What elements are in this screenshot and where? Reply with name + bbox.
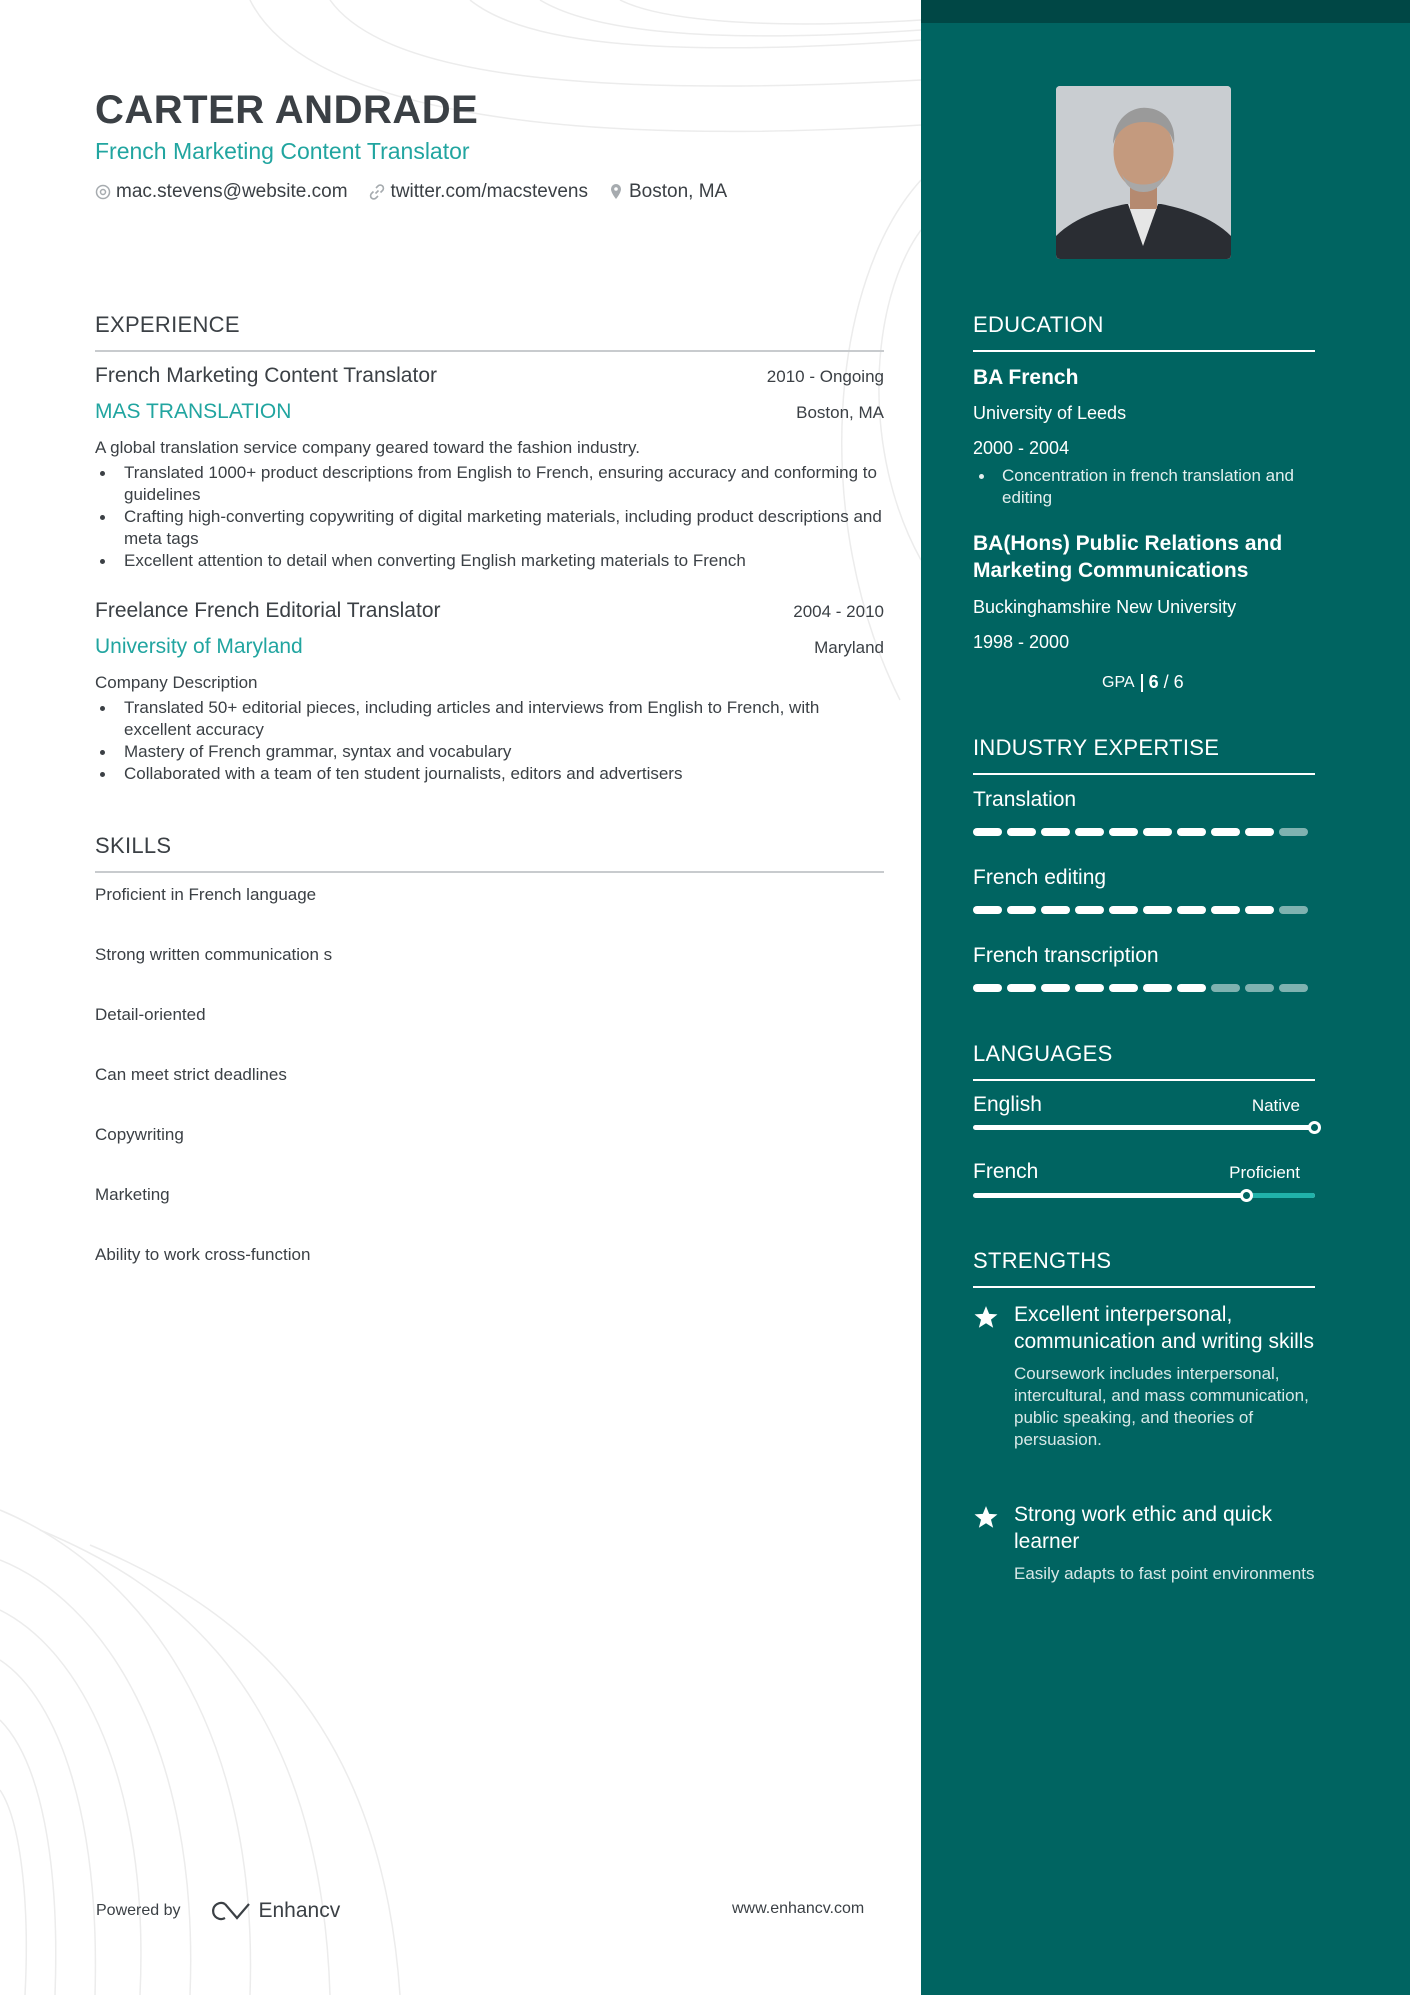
language-level: Native [1251, 1096, 1300, 1115]
sidebar-top-band [921, 0, 1410, 23]
expertise-meter [973, 906, 1313, 914]
email-text: mac.stevens@website.com [116, 181, 348, 202]
expertise-label: French transcription [973, 944, 1159, 967]
job-bullet: Excellent attention to detail when converting English marketing materials to French [95, 550, 884, 572]
expertise-dash [1279, 906, 1308, 914]
expertise-dash [1177, 828, 1206, 836]
language-name: French [973, 1160, 1039, 1183]
languages-heading: LANGUAGES [973, 1041, 1315, 1081]
expertise-dash [1245, 828, 1274, 836]
expertise-dash [1211, 828, 1240, 836]
expertise-dash [1211, 906, 1240, 914]
expertise-dash [1143, 984, 1172, 992]
job-bullet: Mastery of French grammar, syntax and vocabulary [95, 741, 884, 763]
expertise-dash [1041, 984, 1070, 992]
language-row [973, 1093, 1300, 1117]
strength-description: Coursework includes interpersonal, intercultural, and mass communication, public speaking, and theories of persuasion. [1014, 1364, 1309, 1449]
strength-item [973, 1301, 1315, 1451]
job-bullet: Translated 1000+ product descriptions from English to French, ensuring accuracy and conforming to guidelines [95, 462, 884, 506]
edu-school: University of Leeds [973, 403, 1127, 423]
expertise-label: Translation [973, 788, 1077, 811]
expertise-dash [1041, 828, 1070, 836]
edu-degree: BA(Hons) Public Relations and Marketing Communications [973, 532, 1283, 582]
expertise-dash [1007, 984, 1036, 992]
strength-title: Strong work ethic and quick learner [1014, 1503, 1272, 1553]
location-text: Boston, MA [629, 181, 728, 202]
website-text: twitter.com/macstevens [390, 181, 588, 202]
edu-bullet: Concentration in french translation and editing [973, 465, 1315, 509]
footer-url[interactable]: www.enhancv.com [732, 1900, 865, 1917]
language-level-knob [1240, 1189, 1253, 1202]
job-dates: 2010 - Ongoing [766, 367, 884, 386]
job-bullet: Collaborated with a team of ten student journalists, editors and advertisers [95, 763, 884, 785]
expertise-dash [1177, 906, 1206, 914]
expertise-label: French editing [973, 866, 1107, 889]
expertise-dash [973, 984, 1002, 992]
candidate-name: CARTER ANDRADE [95, 88, 479, 132]
expertise-dash [1245, 906, 1274, 914]
language-bar [973, 1193, 1315, 1198]
link-icon [368, 183, 386, 201]
strength-description: Easily adapts to fast point environments [1014, 1564, 1315, 1583]
edu-dates: 1998 - 2000 [973, 632, 1070, 652]
expertise-dash [1075, 906, 1104, 914]
expertise-dash [1007, 828, 1036, 836]
gpa [1102, 672, 1184, 693]
contact-location [608, 181, 727, 203]
job-description: Company Description [95, 673, 258, 692]
edu-school: Buckinghamshire New University [973, 597, 1237, 617]
language-bar-remainder [1247, 1193, 1315, 1198]
expertise-dash [1075, 828, 1104, 836]
expertise-dash [1143, 906, 1172, 914]
edu-dates: 2000 - 2004 [973, 438, 1070, 458]
language-name: English [973, 1093, 1042, 1116]
skill-item: Proficient in French language [95, 885, 317, 904]
edu-degree: BA French [973, 366, 1079, 389]
expertise-dash [1007, 906, 1036, 914]
contact-bar [95, 181, 747, 203]
expertise-dash [1279, 828, 1308, 836]
job-dates: 2004 - 2010 [793, 602, 884, 621]
enhancv-logo-icon [207, 1898, 255, 1924]
skill-item: Detail-oriented [95, 1005, 206, 1024]
expertise-dash [1279, 984, 1308, 992]
contact-email[interactable] [95, 181, 348, 203]
job-bullet: Translated 50+ editorial pieces, including articles and interviews from English to French, with excellent accuracy [95, 697, 884, 741]
footer-branding[interactable] [96, 1898, 340, 1924]
star-icon [973, 1305, 999, 1330]
job-bullets [95, 462, 884, 572]
job-company: MAS TRANSLATION [95, 400, 292, 423]
job-company: University of Maryland [95, 635, 303, 658]
job-entry [95, 364, 884, 572]
job-location: Maryland [814, 638, 884, 657]
skill-item: Marketing [95, 1185, 170, 1204]
at-icon [95, 184, 111, 200]
gpa-max: / 6 [1163, 672, 1184, 692]
sidebar [921, 0, 1410, 1995]
profile-photo [1056, 86, 1231, 259]
skill-item: Can meet strict deadlines [95, 1065, 287, 1084]
expertise-dash [1177, 984, 1206, 992]
job-description: A global translation service company geared toward the fashion industry. [95, 438, 640, 457]
job-title: French Marketing Content Translator [95, 364, 437, 387]
expertise-meter [973, 828, 1313, 836]
brand-name: Enhancv [258, 1899, 341, 1922]
strengths-heading: STRENGTHS [973, 1248, 1315, 1288]
powered-by-label: Powered by [96, 1902, 181, 1919]
expertise-dash [1109, 906, 1138, 914]
language-level: Proficient [1229, 1163, 1300, 1182]
expertise-dash [973, 906, 1002, 914]
skills-heading: SKILLS [95, 833, 884, 873]
location-pin-icon [608, 183, 624, 201]
education-heading: EDUCATION [973, 312, 1315, 352]
expertise-dash [1143, 828, 1172, 836]
job-bullets [95, 697, 884, 785]
language-level-knob [1308, 1121, 1321, 1134]
skill-item: Copywriting [95, 1125, 184, 1144]
expertise-dash [1109, 984, 1138, 992]
expertise-dash [1109, 828, 1138, 836]
strength-item [973, 1501, 1315, 1585]
job-title: Freelance French Editorial Translator [95, 599, 441, 622]
star-icon [973, 1505, 999, 1530]
expertise-dash [1041, 906, 1070, 914]
job-entry [95, 599, 884, 785]
gpa-label: GPA [1102, 673, 1135, 691]
expertise-heading: INDUSTRY EXPERTISE [973, 735, 1315, 775]
strength-title: Excellent interpersonal, communication and writing skills [1014, 1303, 1314, 1353]
gpa-value: 6 [1148, 672, 1159, 692]
expertise-dash [1245, 984, 1274, 992]
expertise-dash [1075, 984, 1104, 992]
language-bar [973, 1125, 1315, 1130]
job-bullet: Crafting high-converting copywriting of digital marketing materials, including product descriptions and meta tags [95, 506, 884, 550]
experience-heading: EXPERIENCE [95, 312, 884, 352]
skill-item: Strong written communication s [95, 945, 333, 964]
contact-website[interactable] [368, 181, 588, 203]
expertise-meter [973, 984, 1313, 992]
candidate-title: French Marketing Content Translator [95, 138, 470, 164]
job-location: Boston, MA [796, 403, 884, 422]
skill-item: Ability to work cross-function [95, 1245, 311, 1264]
expertise-dash [1211, 984, 1240, 992]
language-row [973, 1160, 1300, 1184]
expertise-dash [973, 828, 1002, 836]
